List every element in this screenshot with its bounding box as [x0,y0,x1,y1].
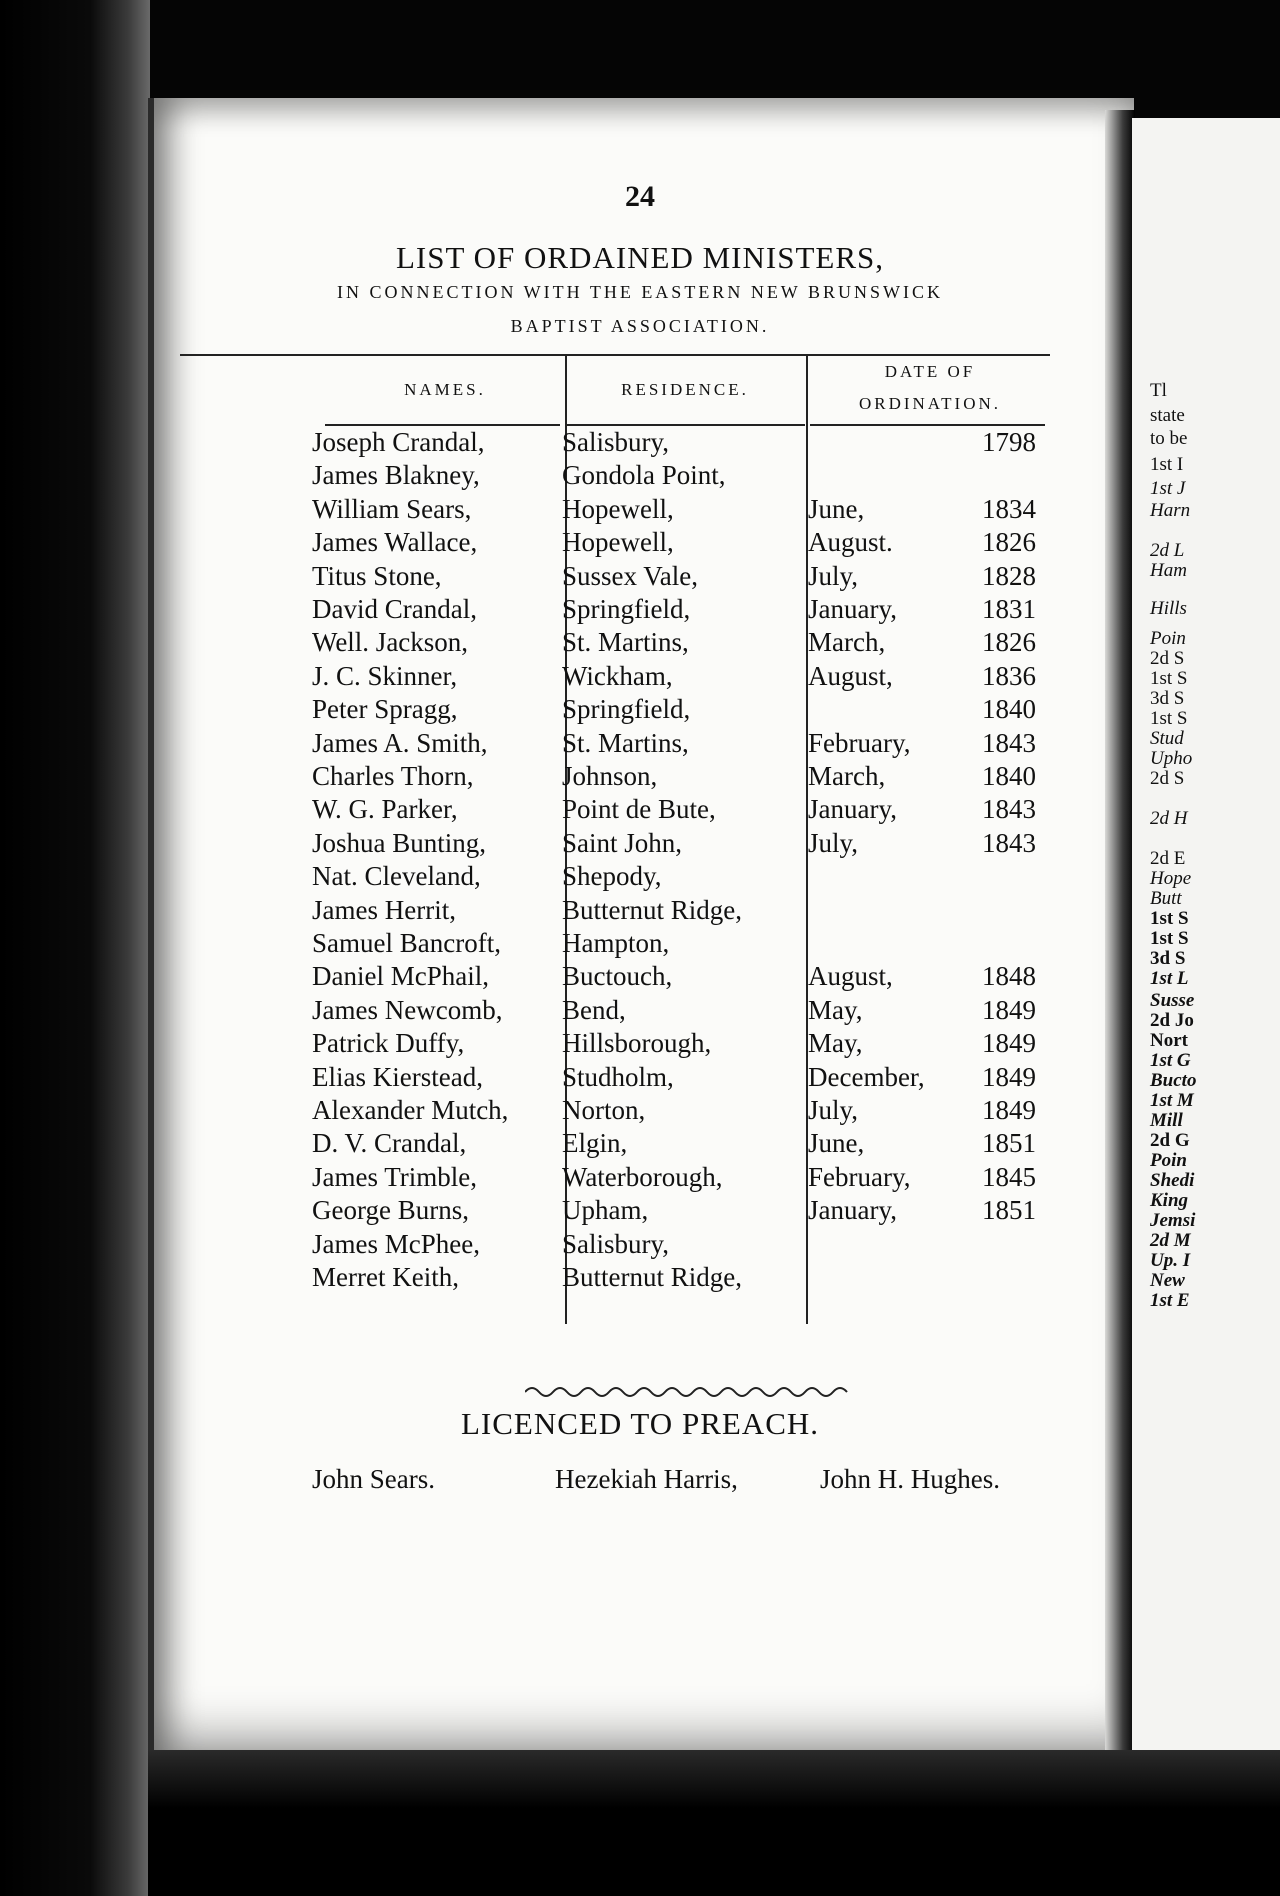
ordination-year: 1840 [982,694,1036,725]
ordination-year: 1834 [982,493,1036,524]
ordination-month: August, [808,961,893,992]
licenced-name: Hezekiah Harris, [555,1464,738,1494]
ordination-month: July, [808,560,859,591]
facing-page-text: 1st S [1150,928,1189,949]
table-row [0,1028,1100,1061]
minister-residence: Hillsborough, [562,1028,712,1059]
minister-name: George Burns, [312,1195,469,1226]
ordination-month: May, [808,1028,863,1059]
table-row [0,1062,1100,1095]
facing-page-text: Mill [1150,1110,1183,1131]
facing-page-text: 1st S [1150,668,1188,689]
facing-page-text: 2d G [1150,1130,1190,1151]
minister-name: Merret Keith, [312,1262,459,1292]
ordination-month: March, [808,761,886,791]
ordination-year: 1836 [982,660,1036,691]
table-row [0,794,1100,827]
facing-page-text: 1st J [1150,478,1186,499]
subtitle-line-2: BAPTIST ASSOCIATION. [510,316,770,336]
minister-residence: Hopewell, [562,527,674,558]
book-gutter [1105,110,1135,1760]
page-bottom-shadow [148,1750,1280,1896]
facing-page-text: to be [1150,428,1188,449]
facing-page-text: New [1150,1270,1185,1291]
minister-name: William Sears, [312,493,472,524]
minister-residence: Elgin, [562,1128,628,1159]
ordination-month: June, [808,493,865,524]
ordination-year: 1851 [982,1195,1036,1226]
facing-page-text: 2d S [1150,648,1185,669]
table-row [0,627,1100,660]
minister-residence: Saint John, [562,827,683,858]
ordination-month: March, [808,627,886,658]
facing-page-text: Upho [1150,748,1193,769]
minister-residence: Buctouch, [562,961,673,992]
minister-residence: Johnson, [562,761,658,791]
ordination-year: 1798 [982,427,1036,457]
minister-residence: Butternut Ridge, [562,894,742,925]
facing-page-text: Hills [1150,598,1187,619]
header-underline-names [325,424,560,426]
table-row [0,895,1100,928]
table-row [0,1128,1100,1161]
ordination-month: January, [808,594,897,624]
ordination-year: 1851 [982,1128,1036,1159]
ordination-year: 1826 [982,527,1036,558]
table-row [0,1195,1100,1228]
facing-page-text: Harn [1150,500,1191,521]
table-top-rule [180,354,1050,356]
table-row [0,761,1100,794]
facing-page-text: 3d S [1150,948,1186,969]
table-row [0,995,1100,1028]
table-row [0,427,1100,460]
wavy-divider [525,1384,855,1400]
page-number: 24 [625,180,655,213]
column-header-date-line1: DATE OF [884,362,976,381]
facing-page-text: 1st M [1150,1090,1194,1111]
table-row [0,1095,1100,1128]
minister-residence: Springfield, [562,594,691,624]
licenced-name: John H. Hughes. [820,1464,1000,1494]
minister-name: James McPhee, [312,1228,480,1259]
minister-name: Joshua Bunting, [312,827,487,858]
minister-residence: St. Martins, [562,627,689,658]
table-row [0,961,1100,994]
minister-residence: Springfield, [562,694,691,725]
header-underline-residence [565,424,805,426]
ordination-month: August, [808,660,893,691]
facing-page-text: state [1150,405,1185,426]
facing-page-fragment [1132,118,1280,1758]
ordination-month: February, [808,1161,911,1192]
minister-residence: Studholm, [562,1061,674,1092]
ordination-month: July, [808,1095,859,1125]
minister-name: James Blakney, [312,460,480,491]
header-underline-date [810,424,1045,426]
facing-page-text: Poin [1150,628,1186,649]
minister-name: James Herrit, [312,894,456,925]
minister-name: Samuel Bancroft, [312,928,501,958]
column-header-residence: RESIDENCE. [621,380,749,399]
facing-page-text: King [1150,1190,1189,1211]
table-row [0,861,1100,894]
minister-residence: Point de Bute, [562,794,716,825]
minister-residence: Shepody, [562,861,662,892]
minister-residence: Hopewell, [562,493,674,524]
facing-page-text: Stud [1150,728,1184,749]
ordination-year: 1831 [982,594,1036,624]
minister-residence: Gondola Point, [562,460,726,491]
minister-residence: Norton, [562,1095,646,1125]
facing-page-text: Nort [1150,1030,1188,1051]
facing-page-text: 2d L [1150,540,1185,561]
minister-residence: Bend, [562,994,626,1025]
ordination-month: August. [808,527,893,558]
facing-page-text: 1st S [1150,708,1188,729]
table-row [0,1229,1100,1262]
licenced-name: John Sears. [312,1464,435,1494]
minister-residence: St. Martins, [562,727,689,758]
ordination-year: 1840 [982,761,1036,791]
ordination-year: 1843 [982,794,1036,825]
ordination-month: December, [808,1061,925,1092]
table-row [0,728,1100,761]
licenced-heading: LICENCED TO PREACH. [460,1406,820,1441]
facing-page-text: 2d E [1150,848,1186,869]
table-row [0,460,1100,493]
ordination-year: 1849 [982,1095,1036,1125]
minister-name: Nat. Cleveland, [312,861,481,892]
minister-residence: Sussex Vale, [562,560,699,591]
ordination-month: January, [808,794,897,825]
facing-page-text: 1st I [1150,454,1184,475]
table-row [0,661,1100,694]
minister-name: James Wallace, [312,527,478,558]
minister-name: Joseph Crandal, [312,427,485,457]
minister-name: D. V. Crandal, [312,1128,467,1159]
minister-name: James Newcomb, [312,994,503,1025]
ordination-year: 1845 [982,1161,1036,1192]
minister-residence: Wickham, [562,660,673,691]
subtitle-line-1: IN CONNECTION WITH THE EASTERN NEW BRUNSWICK [337,282,943,302]
minister-name: Patrick Duffy, [312,1028,465,1059]
ordination-month: June, [808,1128,865,1159]
facing-page-text: Ham [1150,560,1187,581]
minister-name: Well. Jackson, [312,627,469,658]
column-header-names: NAMES. [404,380,486,399]
minister-residence: Waterborough, [562,1161,723,1192]
facing-page-text: 1st G [1150,1050,1191,1071]
table-row [0,828,1100,861]
facing-page-text: 2d H [1150,808,1188,829]
table-row [0,1162,1100,1195]
ordination-year: 1848 [982,961,1036,992]
table-row [0,494,1100,527]
minister-name: Alexander Mutch, [312,1095,509,1125]
ordination-year: 1849 [982,994,1036,1025]
minister-name: J. C. Skinner, [312,660,458,691]
facing-page-text: 1st E [1150,1290,1190,1311]
ordination-year: 1828 [982,560,1036,591]
facing-page-text: Shedi [1150,1170,1195,1191]
minister-name: Charles Thorn, [312,761,474,791]
minister-name: David Crandal, [312,594,477,624]
facing-page-text: Jemsi [1150,1210,1196,1231]
page-title: LIST OF ORDAINED MINISTERS, [395,240,884,275]
table-row [0,1262,1100,1295]
column-header-date-line2: ORDINATION. [858,394,1002,413]
facing-page-text: Poin [1150,1150,1187,1171]
minister-name: Elias Kierstead, [312,1061,483,1092]
table-row [0,694,1100,727]
minister-name: Peter Spragg, [312,694,458,725]
minister-residence: Upham, [562,1195,649,1226]
facing-page-text: 2d Jo [1150,1010,1194,1031]
facing-page-text: 2d S [1150,768,1185,789]
minister-residence: Salisbury, [562,1228,669,1259]
ordination-month: January, [808,1195,897,1226]
facing-page-text: Tl [1150,380,1167,401]
minister-name: James A. Smith, [312,727,488,758]
minister-residence: Salisbury, [562,427,669,457]
ordination-year: 1849 [982,1028,1036,1059]
facing-page-text: 1st S [1150,908,1189,929]
facing-page-text: 3d S [1150,688,1185,709]
minister-residence: Hampton, [562,928,670,958]
minister-residence: Butternut Ridge, [562,1262,742,1292]
ordination-year: 1849 [982,1061,1036,1092]
table-row [0,561,1100,594]
facing-page-text: Butt [1150,888,1182,909]
minister-name: Titus Stone, [312,560,442,591]
minister-name: James Trimble, [312,1161,478,1192]
facing-page-text: Susse [1150,990,1195,1011]
facing-page-text: 1st L [1150,968,1189,989]
table-row [0,594,1100,627]
ordination-year: 1843 [982,727,1036,758]
facing-page-text: Up. I [1150,1250,1191,1271]
facing-page-text: Bucto [1150,1070,1197,1091]
table-row [0,928,1100,961]
facing-page-text: 2d M [1150,1230,1191,1251]
table-row [0,527,1100,560]
ordination-year: 1826 [982,627,1036,658]
ordination-year: 1843 [982,827,1036,858]
minister-name: W. G. Parker, [312,794,458,825]
facing-page-text: Hope [1150,868,1192,889]
ordination-month: May, [808,994,863,1025]
ordination-month: July, [808,827,859,858]
ordination-month: February, [808,727,911,758]
minister-name: Daniel McPhail, [312,961,489,992]
